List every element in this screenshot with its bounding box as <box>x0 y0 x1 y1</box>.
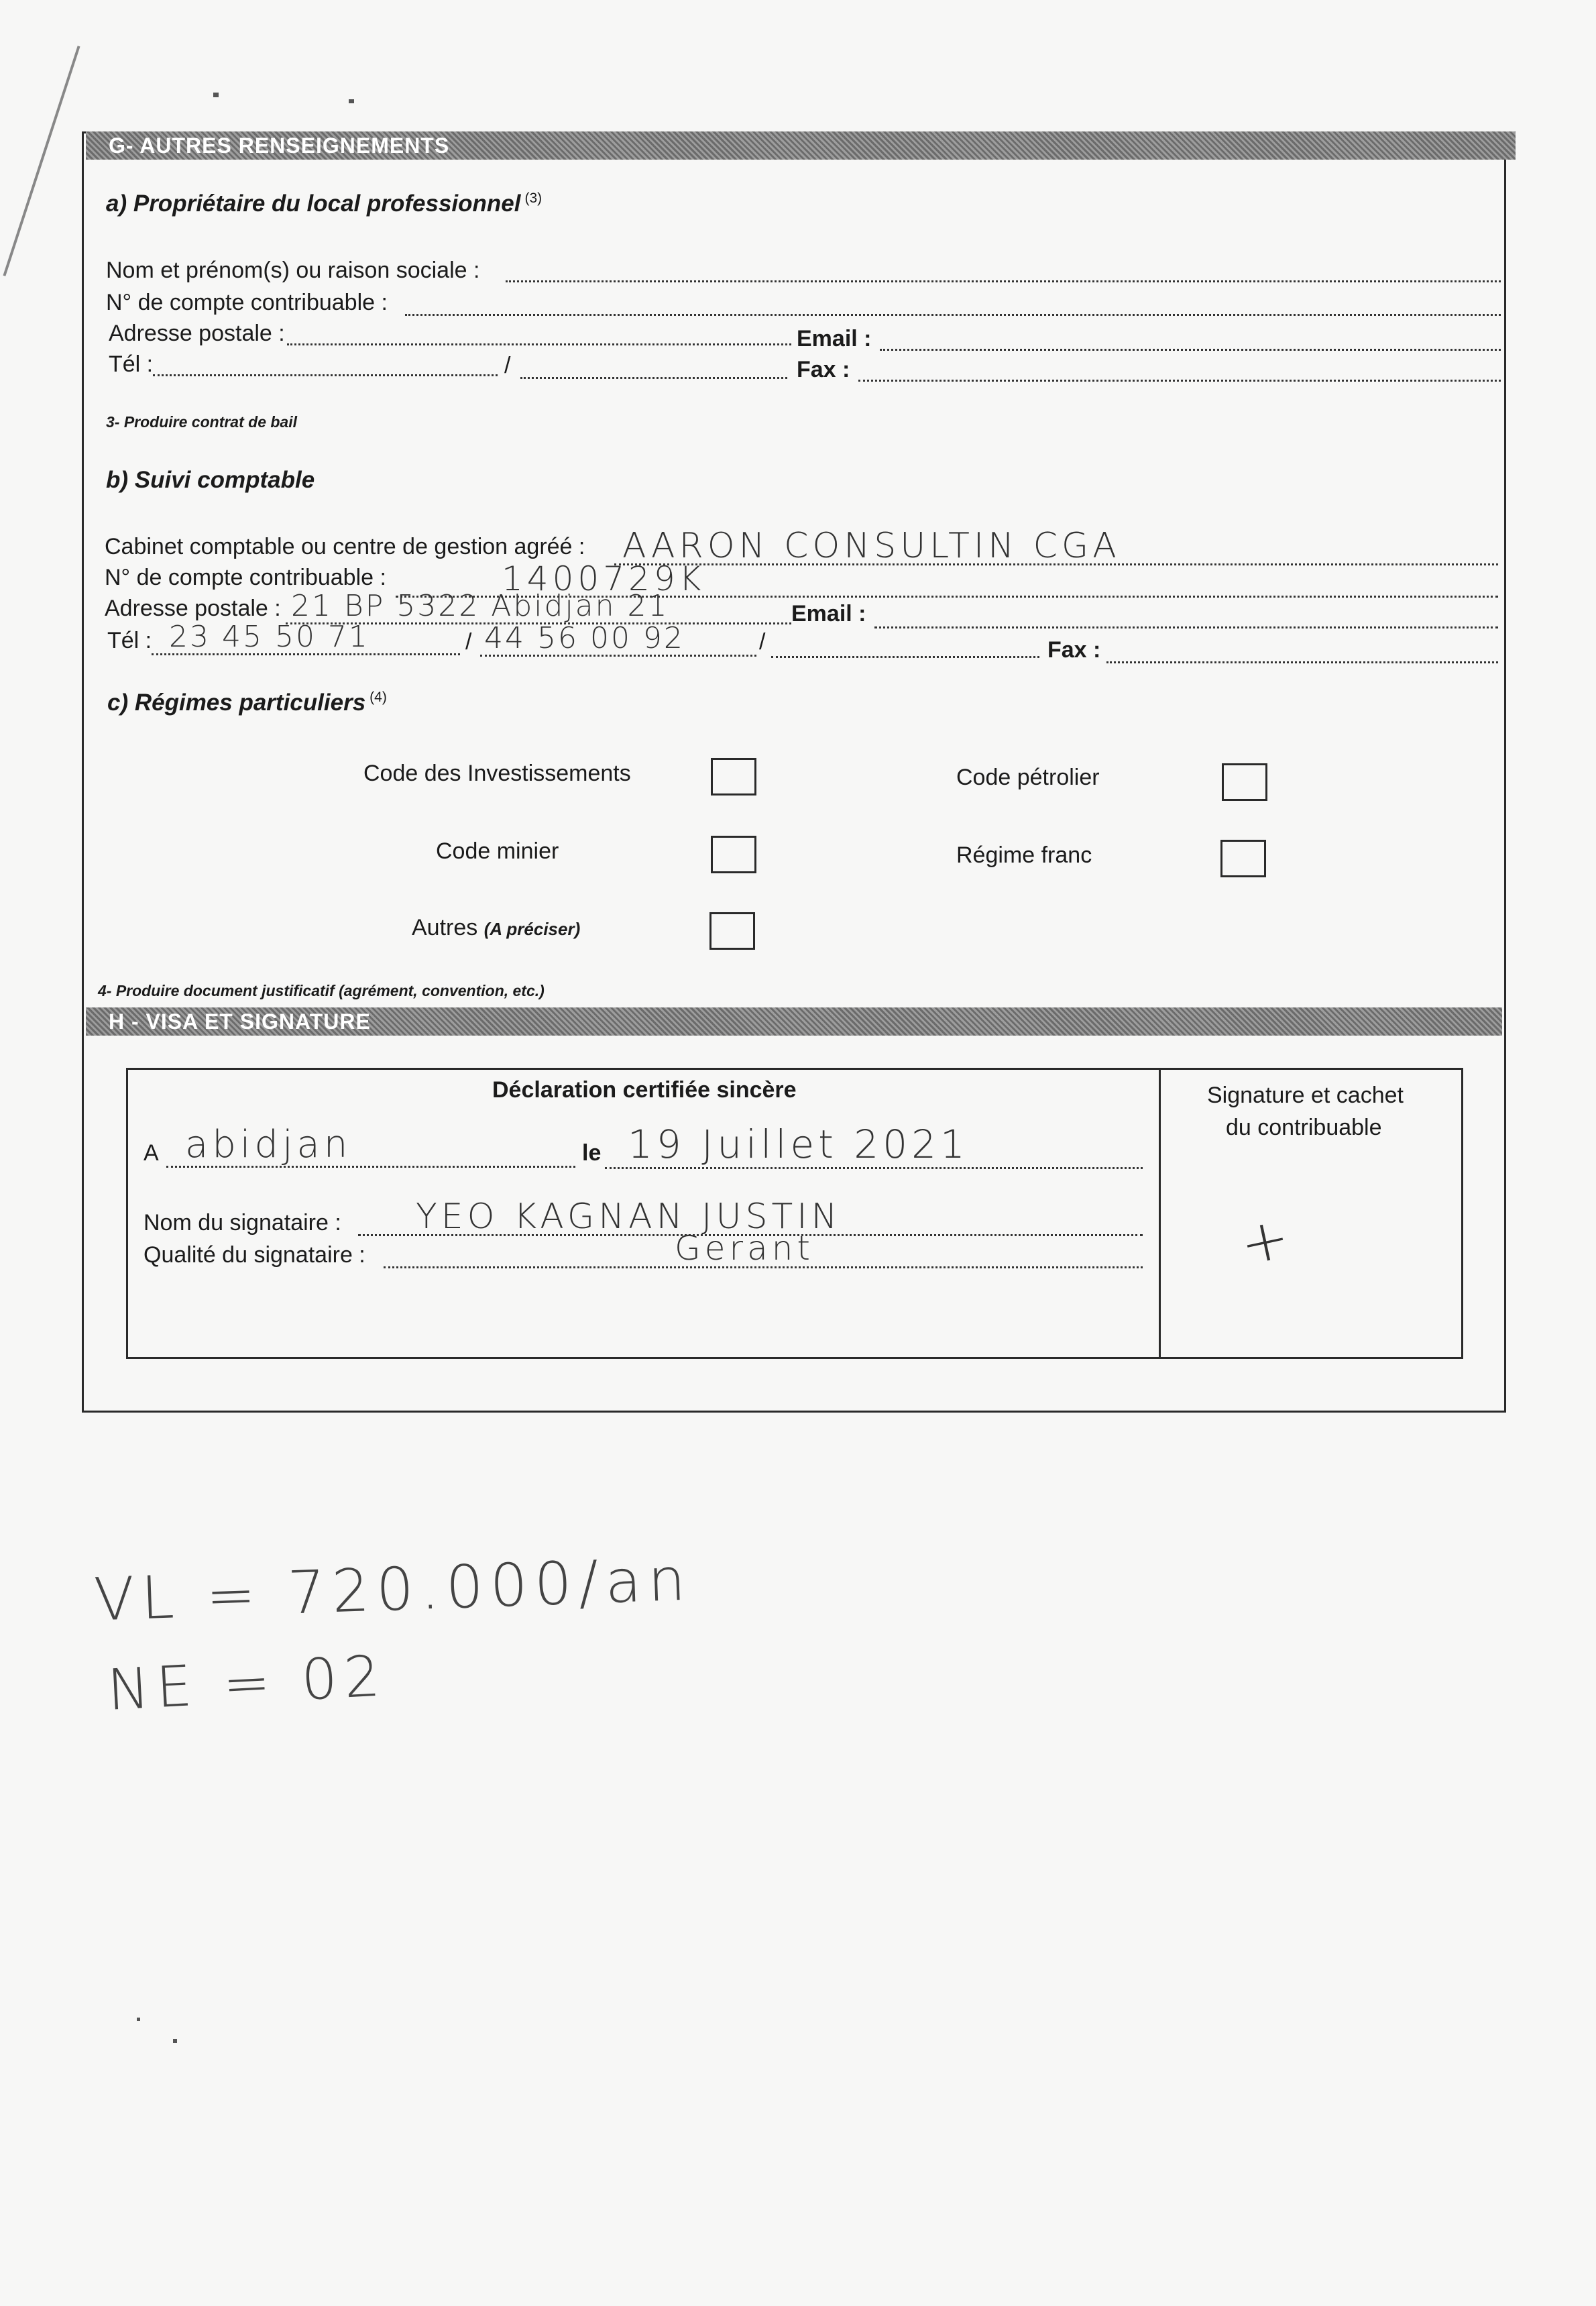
regimes-heading-text: c) Régimes particuliers <box>107 690 366 716</box>
accounting-firm-value: AARON CONSULTIN CGA <box>622 526 1121 566</box>
regime-checkbox-investissements[interactable] <box>711 758 756 795</box>
regime-label-investissements: Code des Investissements <box>363 761 631 786</box>
regime-label-minier: Code minier <box>436 838 559 864</box>
signer-value: YEO KAGNAN JUSTIN <box>416 1197 842 1237</box>
owner-tel-separator: / <box>504 353 511 378</box>
owner-fax-label: Fax : <box>797 357 850 382</box>
regime-label-petrolier: Code pétrolier <box>956 765 1100 790</box>
handwritten-note-vl: VL = 720.000/an <box>93 1544 693 1635</box>
accounting-tel-separator: / <box>465 629 472 655</box>
regime-checkbox-franc[interactable] <box>1220 840 1266 877</box>
owner-address-label: Adresse postale : <box>109 321 285 346</box>
regime-checkbox-autres[interactable] <box>709 912 755 950</box>
regimes-note: 4- Produire document justificatif (agrément, convention, etc.) <box>98 982 545 999</box>
scan-dot <box>349 99 354 103</box>
signature-title-1: Signature et cachet <box>1207 1083 1404 1108</box>
section-g-header: G- AUTRES RENSEIGNEMENTS <box>86 131 1516 160</box>
regime-checkbox-minier[interactable] <box>711 836 756 873</box>
place-label: A <box>144 1140 159 1166</box>
regime-autres-qualifier: (A préciser) <box>483 919 581 939</box>
owner-tel-field-1[interactable] <box>153 374 498 376</box>
regimes-heading <box>107 690 387 716</box>
accounting-firm-label: Cabinet comptable ou centre de gestion agréé : <box>105 534 585 559</box>
signature-mark: + <box>1234 1202 1300 1280</box>
accounting-email-field[interactable] <box>874 626 1498 628</box>
handwritten-note-ne: NE = 02 <box>105 1643 388 1723</box>
accounting-fax-label: Fax : <box>1047 637 1101 663</box>
scan-dot <box>173 2039 177 2043</box>
section-h-header: H - VISA ET SIGNATURE <box>86 1007 1502 1036</box>
scan-dot <box>137 2018 140 2021</box>
regime-label-autres <box>412 915 580 941</box>
owner-name-field[interactable] <box>506 280 1501 282</box>
accounting-address-label: Adresse postale : <box>105 596 281 621</box>
scan-stroke <box>3 46 80 276</box>
owner-note: 3- Produire contrat de bail <box>106 413 297 431</box>
accounting-account-value: 1400729K <box>502 559 705 598</box>
regime-checkbox-petrolier[interactable] <box>1222 763 1267 801</box>
owner-address-field[interactable] <box>287 343 791 345</box>
owner-footnote-ref: (3) <box>524 190 543 207</box>
accounting-tel-separator-2: / <box>759 629 766 655</box>
owner-heading-text: a) Propriétaire du local professionnel <box>106 190 521 217</box>
date-field[interactable] <box>605 1167 1143 1169</box>
owner-email-field[interactable] <box>880 349 1501 351</box>
quality-value: Gerant <box>675 1229 814 1268</box>
accounting-email-label: Email : <box>791 601 866 626</box>
regime-label-franc: Régime franc <box>956 842 1092 868</box>
accounting-tel-value-1: 23 45 50 71 <box>169 620 369 654</box>
scan-dot <box>213 93 219 97</box>
accounting-tel-field-3[interactable] <box>771 656 1039 658</box>
accounting-account-label: N° de compte contribuable : <box>105 565 386 590</box>
date-label: le <box>582 1140 602 1166</box>
owner-tel-label: Tél : <box>109 351 154 377</box>
owner-fax-field[interactable] <box>858 380 1501 382</box>
accounting-fax-field[interactable] <box>1106 661 1498 663</box>
quality-label: Qualité du signataire : <box>144 1242 365 1268</box>
visa-divider <box>1159 1068 1161 1359</box>
owner-account-label: N° de compte contribuable : <box>106 290 388 315</box>
accounting-tel-value-2: 44 56 00 92 <box>484 621 685 655</box>
accounting-tel-label: Tél : <box>107 628 152 653</box>
owner-heading <box>106 190 542 217</box>
accounting-address-value: 21 BP 5322 Abidjan 21 <box>291 589 669 623</box>
declaration-title: Déclaration certifiée sincère <box>492 1077 797 1103</box>
date-value: 19 Juillet 2021 <box>628 1121 969 1167</box>
place-value: abidjan <box>185 1123 352 1166</box>
owner-email-label: Email : <box>797 326 872 351</box>
signature-title-2: du contribuable <box>1226 1115 1382 1140</box>
regime-autres-text: Autres <box>412 915 478 940</box>
owner-tel-field-2[interactable] <box>520 377 787 379</box>
owner-account-field[interactable] <box>405 314 1501 316</box>
signer-label: Nom du signataire : <box>144 1210 341 1236</box>
regimes-footnote-ref: (4) <box>369 690 387 706</box>
accounting-heading: b) Suivi comptable <box>106 467 315 493</box>
owner-name-label: Nom et prénom(s) ou raison sociale : <box>106 258 480 283</box>
